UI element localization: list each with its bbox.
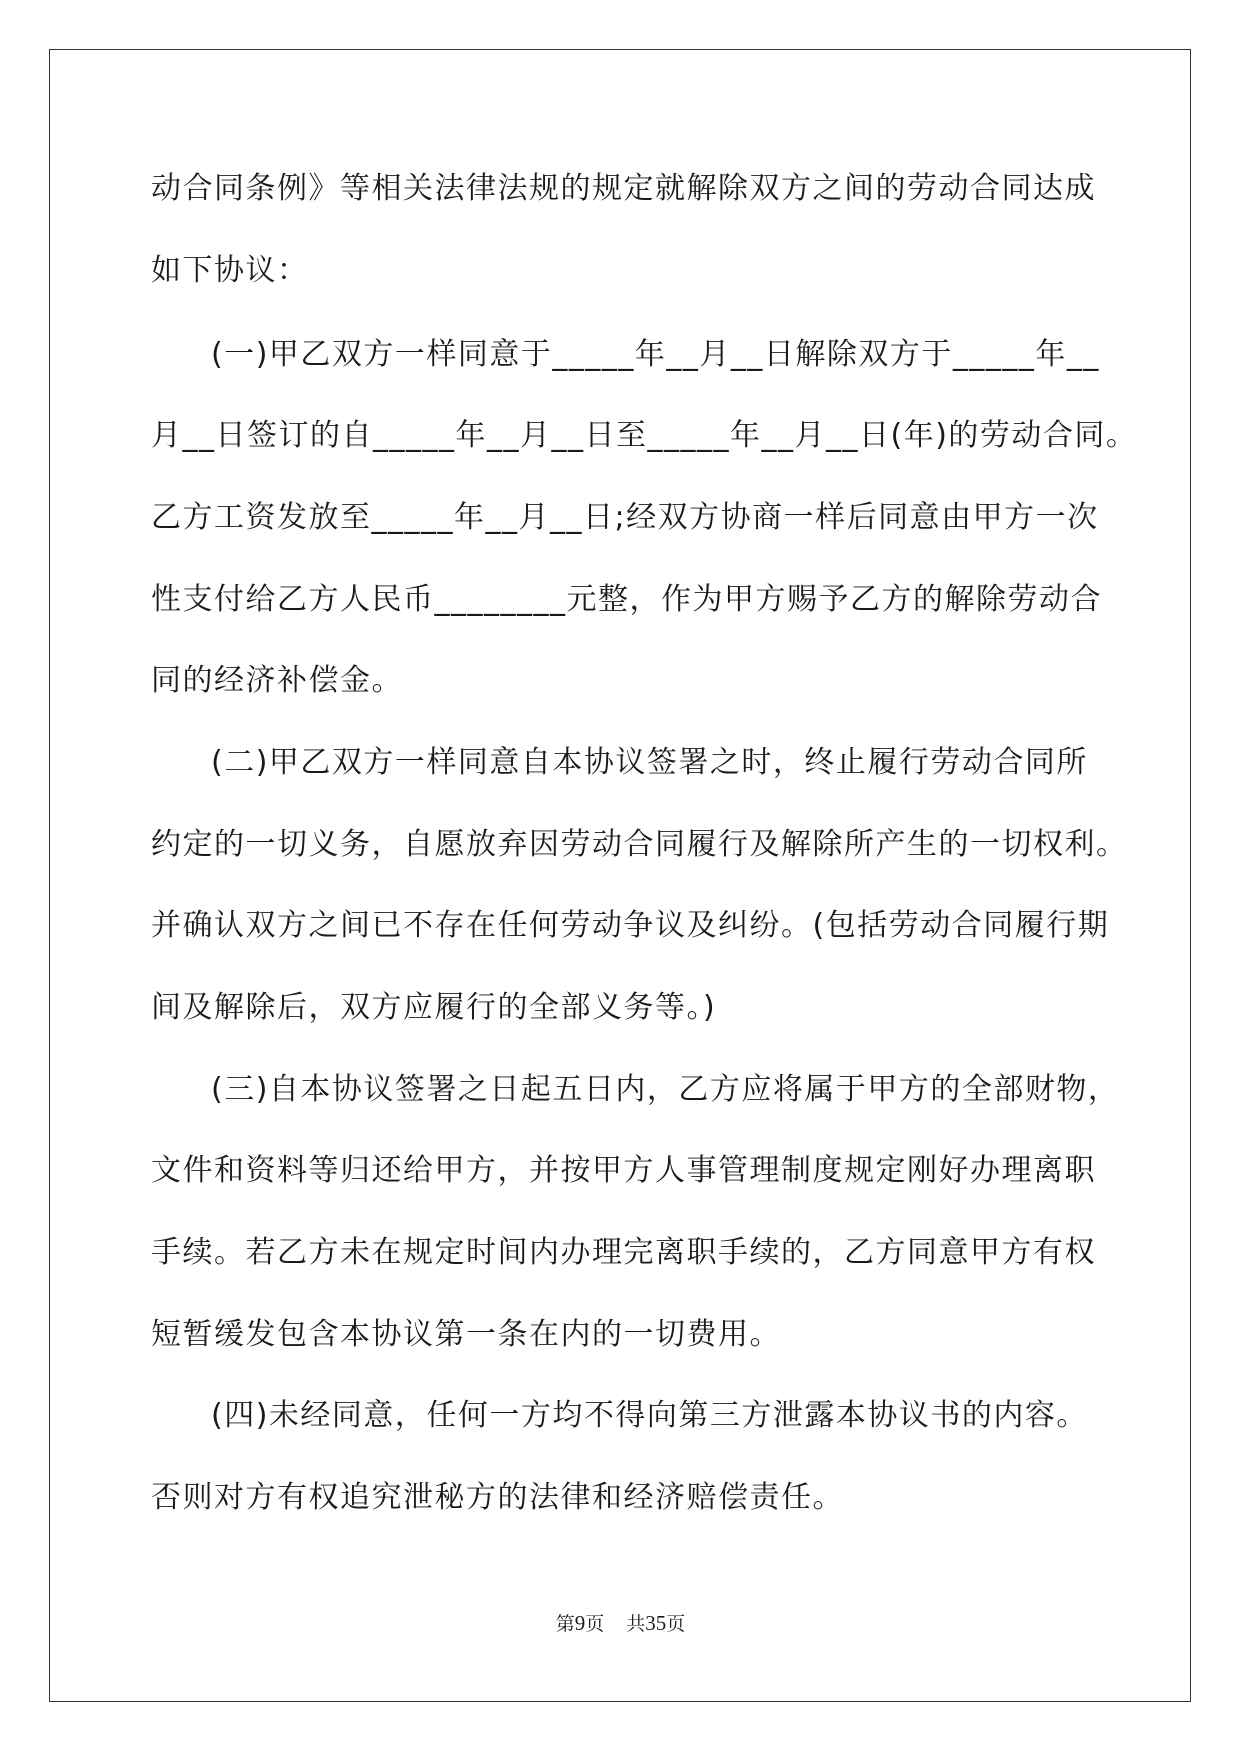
paragraph-4-start: (四)未经同意，任何一方均不得向第三方泄露本协议书的内容。: [211, 1398, 1088, 1433]
page-prefix: 第: [555, 1613, 575, 1635]
total-suffix: 页: [666, 1613, 686, 1635]
total-pages: 35: [645, 1611, 667, 1635]
text-line: 间及解除后，双方应履行的全部义务等。): [151, 990, 717, 1025]
text-line: 如下协议：: [151, 253, 309, 288]
text-line: 否则对方有权追究泄秘方的法律和经济赔偿责任。: [151, 1480, 844, 1515]
paragraph-2-start: (二)甲乙双方一样同意自本协议签署之时，终止履行劳动合同所: [211, 745, 1088, 780]
text-line: 并确认双方之间已不存在任何劳动争议及纠纷。(包括劳动合同履行期: [151, 908, 1110, 943]
text-line: 动合同条例》等相关法律法规的规定就解除双方之间的劳动合同达成: [151, 171, 1096, 206]
text-line: 性支付给乙方人民币________元整，作为甲方赐予乙方的解除劳动合: [151, 582, 1102, 617]
text-line: 月__日签订的自_____年__月__日至_____年__月__日(年)的劳动合同。: [151, 418, 1138, 453]
text-line: 约定的一切义务，自愿放弃因劳动合同履行及解除所产生的一切权利。: [151, 827, 1128, 862]
page-suffix: 页: [585, 1613, 605, 1635]
paragraph-3-start: (三)自本协议签署之日起五日内，乙方应将属于甲方的全部财物，: [211, 1072, 1120, 1107]
paragraph-1-start: (一)甲乙双方一样同意于_____年__月__日解除双方于_____年__: [211, 337, 1100, 372]
page-number: 9: [574, 1611, 586, 1635]
total-prefix: 共: [626, 1613, 646, 1635]
text-line: 文件和资料等归还给甲方，并按甲方人事管理制度规定刚好办理离职: [151, 1153, 1096, 1188]
text-line: 乙方工资发放至_____年__月__日;经双方协商一样后同意由甲方一次: [151, 500, 1099, 535]
text-line: 同的经济补偿金。: [151, 663, 403, 698]
page-footer: [0, 1611, 1241, 1636]
text-line: 手续。若乙方未在规定时间内办理完离职手续的，乙方同意甲方有权: [151, 1235, 1096, 1270]
text-line: 短暂缓发包含本协议第一条在内的一切费用。: [151, 1317, 781, 1352]
page-border: [49, 49, 1191, 1702]
